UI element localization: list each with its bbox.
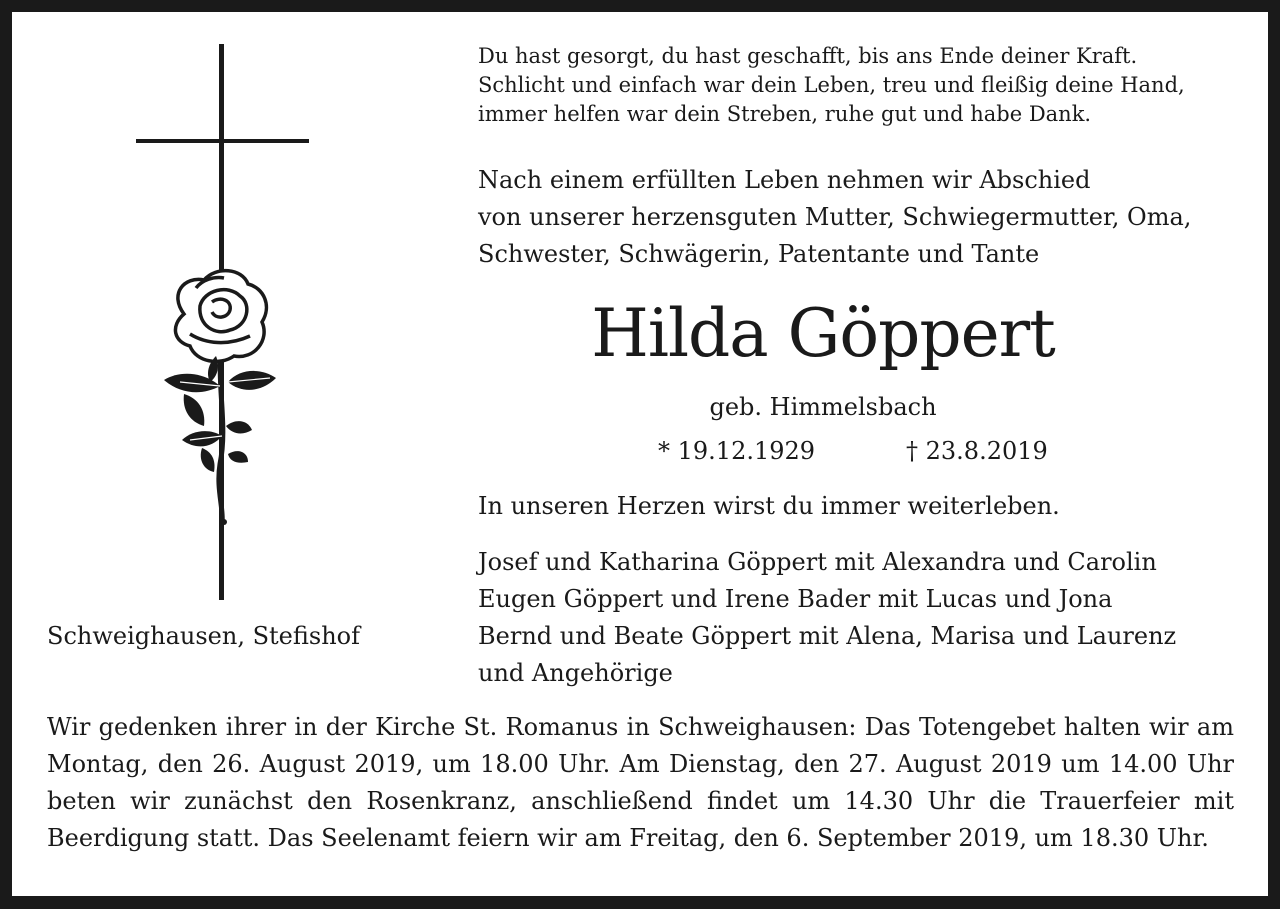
poem-line: Du hast gesorgt, du hast geschafft, bis ans Ende deiner Kraft. [478, 44, 1138, 68]
birth-date: * 19.12.1929 [658, 437, 816, 465]
poem-verse [478, 42, 1185, 129]
deceased-name: Hilda Göppert [591, 295, 1055, 372]
memorial-motto: In unseren Herzen wirst du immer weiterleben. [478, 492, 1060, 520]
mourners-list [478, 544, 1176, 692]
intro-line: Nach einem erfüllten Leben nehmen wir Abschied [478, 166, 1091, 194]
location-text: Schweighausen, Stefishof [47, 622, 360, 650]
mourner-line: Josef und Katharina Göppert mit Alexandra und Carolin [478, 548, 1157, 576]
service-line: Wir gedenken ihrer in der Kirche St. Romanus in Schweighausen: Das Totengebet halten wir am [47, 713, 1234, 741]
poem-line: Schlicht und einfach war dein Leben, treu und fleißig deine Hand, [478, 73, 1185, 97]
farewell-intro [478, 162, 1191, 273]
cross-with-rose-icon [124, 44, 314, 604]
maiden-name: geb. Himmelsbach [709, 393, 937, 421]
intro-line: von unserer herzensguten Mutter, Schwiegermutter, Oma, [478, 203, 1192, 231]
intro-line: Schwester, Schwägerin, Patentante und Tante [478, 240, 1040, 268]
service-line: Beerdigung statt. Das Seelenamt feiern wir am Freitag, den 6. September 2019, um 18.30 Uhr. [47, 824, 1209, 852]
obituary-notice [12, 12, 1268, 896]
service-announcement [47, 709, 1234, 857]
death-date: † 23.8.2019 [906, 437, 1048, 465]
mourner-line: Bernd und Beate Göppert mit Alena, Marisa und Laurenz [478, 622, 1177, 650]
service-line: Montag, den 26. August 2019, um 18.00 Uhr. Am Dienstag, den 27. August 2019 um 14.00 Uhr [47, 750, 1234, 778]
mourner-line: und Angehörige [478, 659, 673, 687]
poem-line: immer helfen war dein Streben, ruhe gut und habe Dank. [478, 102, 1092, 126]
service-line: beten wir zunächst den Rosenkranz, anschließend findet um 14.30 Uhr die Trauerfeier mit [47, 787, 1234, 815]
mourner-line: Eugen Göppert und Irene Bader mit Lucas und Jona [478, 585, 1113, 613]
